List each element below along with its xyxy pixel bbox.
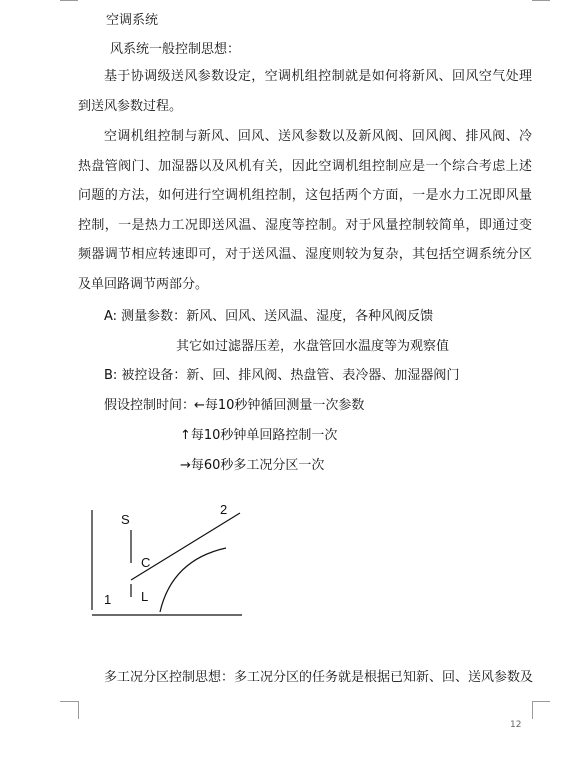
page-number: 12 [510, 720, 522, 730]
item-b: B: 被控设备：新、回、排风阀、热盘管、表冷器、加湿器阀门 [104, 368, 460, 383]
diagram-label-l: L [141, 589, 149, 604]
paragraph-2-text: 空调机组控制与新风、回风、送风参数以及新风阀、回风阀、排风阀、冷热盘管阀门、加湿器以及风机有关，因此空调机组控制应是一个综合考虑上述问题的方法，如何进行空调机组控制，这包括两个方面，一是水力工况即风量控制，一是热力工况即送风温、湿度等控制。对于风量控制较简单，即通过变频器调节相应转速即可，对于送风温、湿度则较为复杂，其包括空调系统分区及单回路调节两部分。 [78, 129, 532, 292]
item-a: A: 测量参数：新风、回风、送风温、湿度，各种风阀反馈 [104, 309, 434, 324]
crop-mark-bottom-right-v [532, 701, 533, 719]
section-title: 空调系统 [106, 13, 159, 28]
paragraph-1-text: 基于协调级送风参数设定，空调机组控制就是如何将新风、回风空气处理到送风参数过程。 [78, 69, 532, 114]
diagram-label-c: C [141, 555, 151, 570]
diagram-curve [160, 548, 226, 612]
item-a-continued: 其它如过滤器压差，水盘管回水温度等为观察值 [176, 339, 450, 354]
diagram-label-1: 1 [104, 592, 112, 607]
last-line: 多工况分区控制思想：多工况分区的任务就是根据已知新、回、送风参数及 [104, 670, 534, 685]
timing-single-loop: ↑每10秒钟单回路控制一次 [180, 428, 338, 443]
crop-mark-bottom-left-h [60, 701, 78, 702]
crop-mark-bottom-left-v [78, 701, 79, 719]
timing-multi-zone: →每60秒多工况分区一次 [180, 458, 325, 473]
diagram-label-2: 2 [220, 502, 228, 517]
timing-measure: ←每10秒钟循回测量一次参数 [194, 398, 365, 413]
subtitle: 风系统一般控制思想： [110, 42, 241, 57]
diagram-label-s: S [121, 512, 130, 527]
timing-label: 假设控制时间： [104, 398, 196, 413]
crop-mark-bottom-right-h [532, 701, 550, 702]
